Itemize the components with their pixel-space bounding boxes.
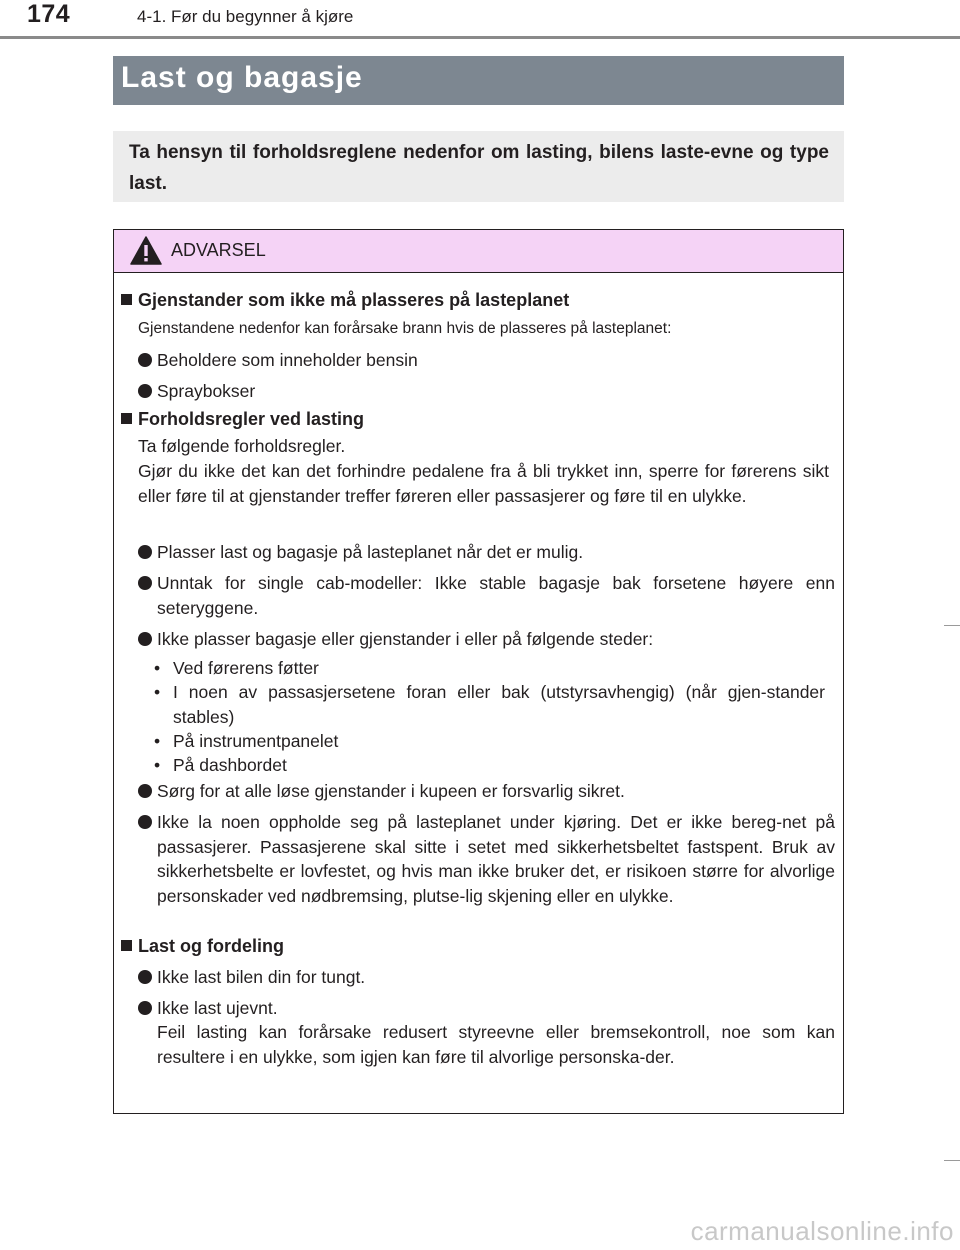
intro-text: Ta hensyn til forholdsreglene nedenfor om lasting, bilens laste-evne og type last. bbox=[129, 142, 829, 194]
list-item: Ikke plasser bagasje eller gjenstander i eller på følgende steder: bbox=[138, 627, 835, 652]
list-item: Ikke last bilen din for tungt. bbox=[138, 965, 835, 990]
section-heading: Forholdsregler ved lasting bbox=[121, 409, 364, 430]
round-bullet-icon bbox=[138, 545, 152, 559]
list-item: Sørg for at alle løse gjenstander i kupeen er forsvarlig sikret. bbox=[138, 779, 835, 804]
round-bullet-icon bbox=[138, 632, 152, 646]
round-bullet-icon bbox=[138, 784, 152, 798]
warning-label: ADVARSEL bbox=[171, 240, 266, 260]
square-bullet-icon bbox=[121, 413, 132, 424]
round-bullet-icon bbox=[138, 1001, 152, 1015]
list-item: Plasser last og bagasje på lasteplanet når det er mulig. bbox=[138, 540, 835, 565]
section-title-bar bbox=[113, 56, 844, 105]
round-bullet-icon bbox=[138, 576, 152, 590]
warning-triangle-icon bbox=[130, 236, 162, 266]
warning-box bbox=[113, 229, 844, 1114]
footer-watermark: carmanualsonline.info bbox=[690, 1216, 954, 1246]
list-item-continuation: Feil lasting kan forårsake redusert styreevne eller bremsekontroll, noe som kan resultere i en ulykke, som igjen kan føre til alvorlige personska-der. bbox=[157, 1022, 835, 1067]
sub-list-item: • I noen av passasjersetene foran eller bak (utstyrsavhengig) (når gjen-stander stables) bbox=[154, 682, 825, 727]
header-rule bbox=[0, 36, 960, 39]
list-item: Ikke last ujevnt. bbox=[138, 996, 835, 1021]
round-bullet-icon bbox=[138, 970, 152, 984]
sub-list-item: • På instrumentpanelet bbox=[154, 731, 339, 751]
square-bullet-icon bbox=[121, 940, 132, 951]
list-item: Spraybokser bbox=[138, 379, 835, 404]
list-item: Ikke la noen oppholde seg på lasteplanet under kjøring. Det er ikke bereg-net på passasjerer. Passasjerene skal sitte i setet med sikkerhetsbeltet fastspent. Bruk av sikkerhetsbelte er lovfestet, og hvis man ikke bruker det, er risikoen større for alvorlige personskader ved nødbremsing, plutse-lig skjening eller en ulykke. bbox=[138, 810, 835, 908]
list-item: Beholdere som inneholder bensin bbox=[138, 348, 835, 373]
section-text: Ta følgende forholdsregler. bbox=[138, 436, 346, 456]
sub-list-item: • Ved førerens føtter bbox=[154, 658, 319, 678]
round-bullet-icon bbox=[138, 384, 152, 398]
warning-header bbox=[114, 230, 843, 273]
square-bullet-icon bbox=[121, 294, 132, 305]
section-text: Gjør du ikke det kan det forhindre pedalene fra å bli trykket inn, sperre for førerens sikt eller føre til at gjenstander treffer føreren eller passasjerer og føre til en ulykke. bbox=[138, 461, 829, 506]
round-bullet-icon bbox=[138, 353, 152, 367]
section-title: Last og bagasje bbox=[121, 61, 363, 94]
section-heading: Gjenstander som ikke må plasseres på lasteplanet bbox=[121, 290, 569, 311]
sub-list-item: • På dashbordet bbox=[154, 755, 287, 775]
side-marker bbox=[944, 1160, 960, 1161]
section-text: Gjenstandene nedenfor kan forårsake brann hvis de plasseres på lasteplanet: bbox=[138, 320, 672, 337]
page-number: 174 bbox=[27, 0, 71, 28]
side-marker bbox=[944, 625, 960, 626]
intro-box bbox=[113, 131, 844, 202]
list-item: Unntak for single cab-modeller: Ikke stable bagasje bak forsetene høyere enn seteryggene. bbox=[138, 571, 835, 620]
chapter-title: 4-1. Før du begynner å kjøre bbox=[137, 7, 354, 26]
section-heading: Last og fordeling bbox=[121, 936, 284, 957]
round-bullet-icon bbox=[138, 815, 152, 829]
